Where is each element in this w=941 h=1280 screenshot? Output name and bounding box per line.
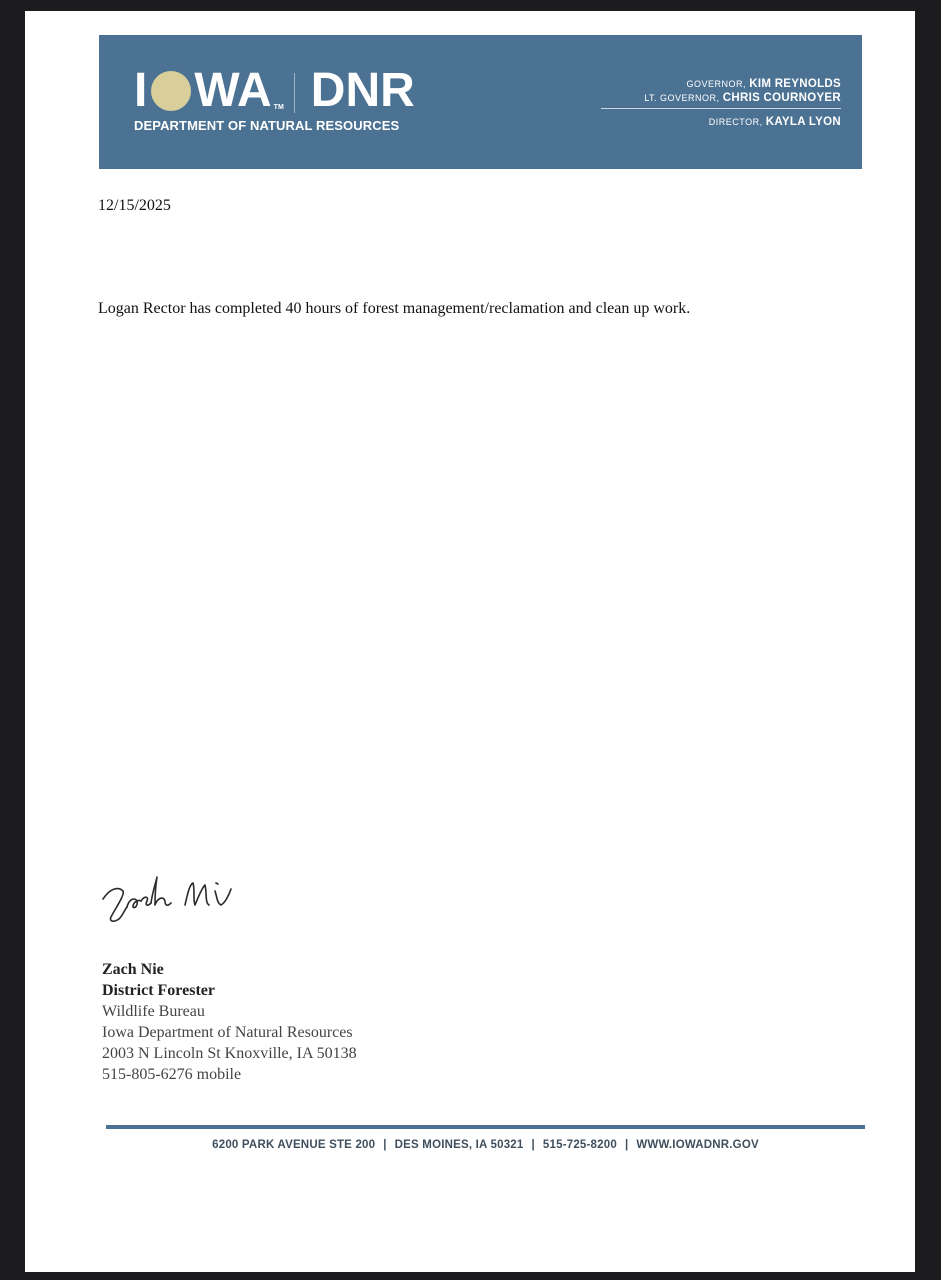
- signer-phone: 515-805-6276 mobile: [102, 1066, 242, 1083]
- official-governor: GOVERNOR, KIM REYNOLDS: [686, 78, 841, 90]
- department-name: DEPARTMENT OF NATURAL RESOURCES: [134, 118, 400, 133]
- signature-block: [102, 959, 357, 1085]
- letter-page: [25, 11, 915, 1272]
- signer-title: District Forester: [102, 982, 215, 999]
- official-director: DIRECTOR, KAYLA LYON: [708, 116, 841, 128]
- logo-sun-icon: [151, 71, 191, 111]
- letter-footer: [106, 1139, 865, 1151]
- letterhead-banner: [99, 35, 862, 169]
- footer-separator: |: [531, 1139, 535, 1151]
- letter-body: Logan Rector has completed 40 hours of forest management/reclamation and clean up work.: [98, 300, 691, 317]
- signer-name: Zach Nie: [102, 961, 164, 978]
- signer-address: 2003 N Lincoln St Knoxville, IA 50138: [102, 1045, 357, 1062]
- iowa-dnr-logo: [134, 65, 415, 115]
- footer-city: DES MOINES, IA 50321: [394, 1139, 524, 1151]
- footer-separator: |: [383, 1139, 387, 1151]
- officials-list: [601, 77, 841, 129]
- letter-date: 12/15/2025: [98, 197, 171, 214]
- footer-divider: [106, 1125, 865, 1129]
- signer-bureau: Wildlife Bureau: [102, 1003, 205, 1020]
- logo-letter-i: I: [134, 64, 150, 117]
- footer-address: 6200 PARK AVENUE STE 200: [212, 1139, 376, 1151]
- footer-separator: |: [624, 1139, 629, 1151]
- trademark-mark: TM: [273, 104, 284, 111]
- logo-letters-dnr: DNR: [310, 64, 415, 117]
- official-lt-governor: LT. GOVERNOR, CHRIS COURNOYER: [644, 92, 841, 104]
- signer-agency: Iowa Department of Natural Resources: [102, 1024, 353, 1041]
- footer-website: WWW.IOWADNR.GOV: [636, 1139, 759, 1151]
- logo-letters-wa: WA: [194, 64, 272, 117]
- officials-divider: [601, 108, 841, 109]
- handwritten-signature: [97, 865, 247, 929]
- logo-divider: [294, 73, 295, 113]
- footer-phone: 515-725-8200: [542, 1139, 617, 1151]
